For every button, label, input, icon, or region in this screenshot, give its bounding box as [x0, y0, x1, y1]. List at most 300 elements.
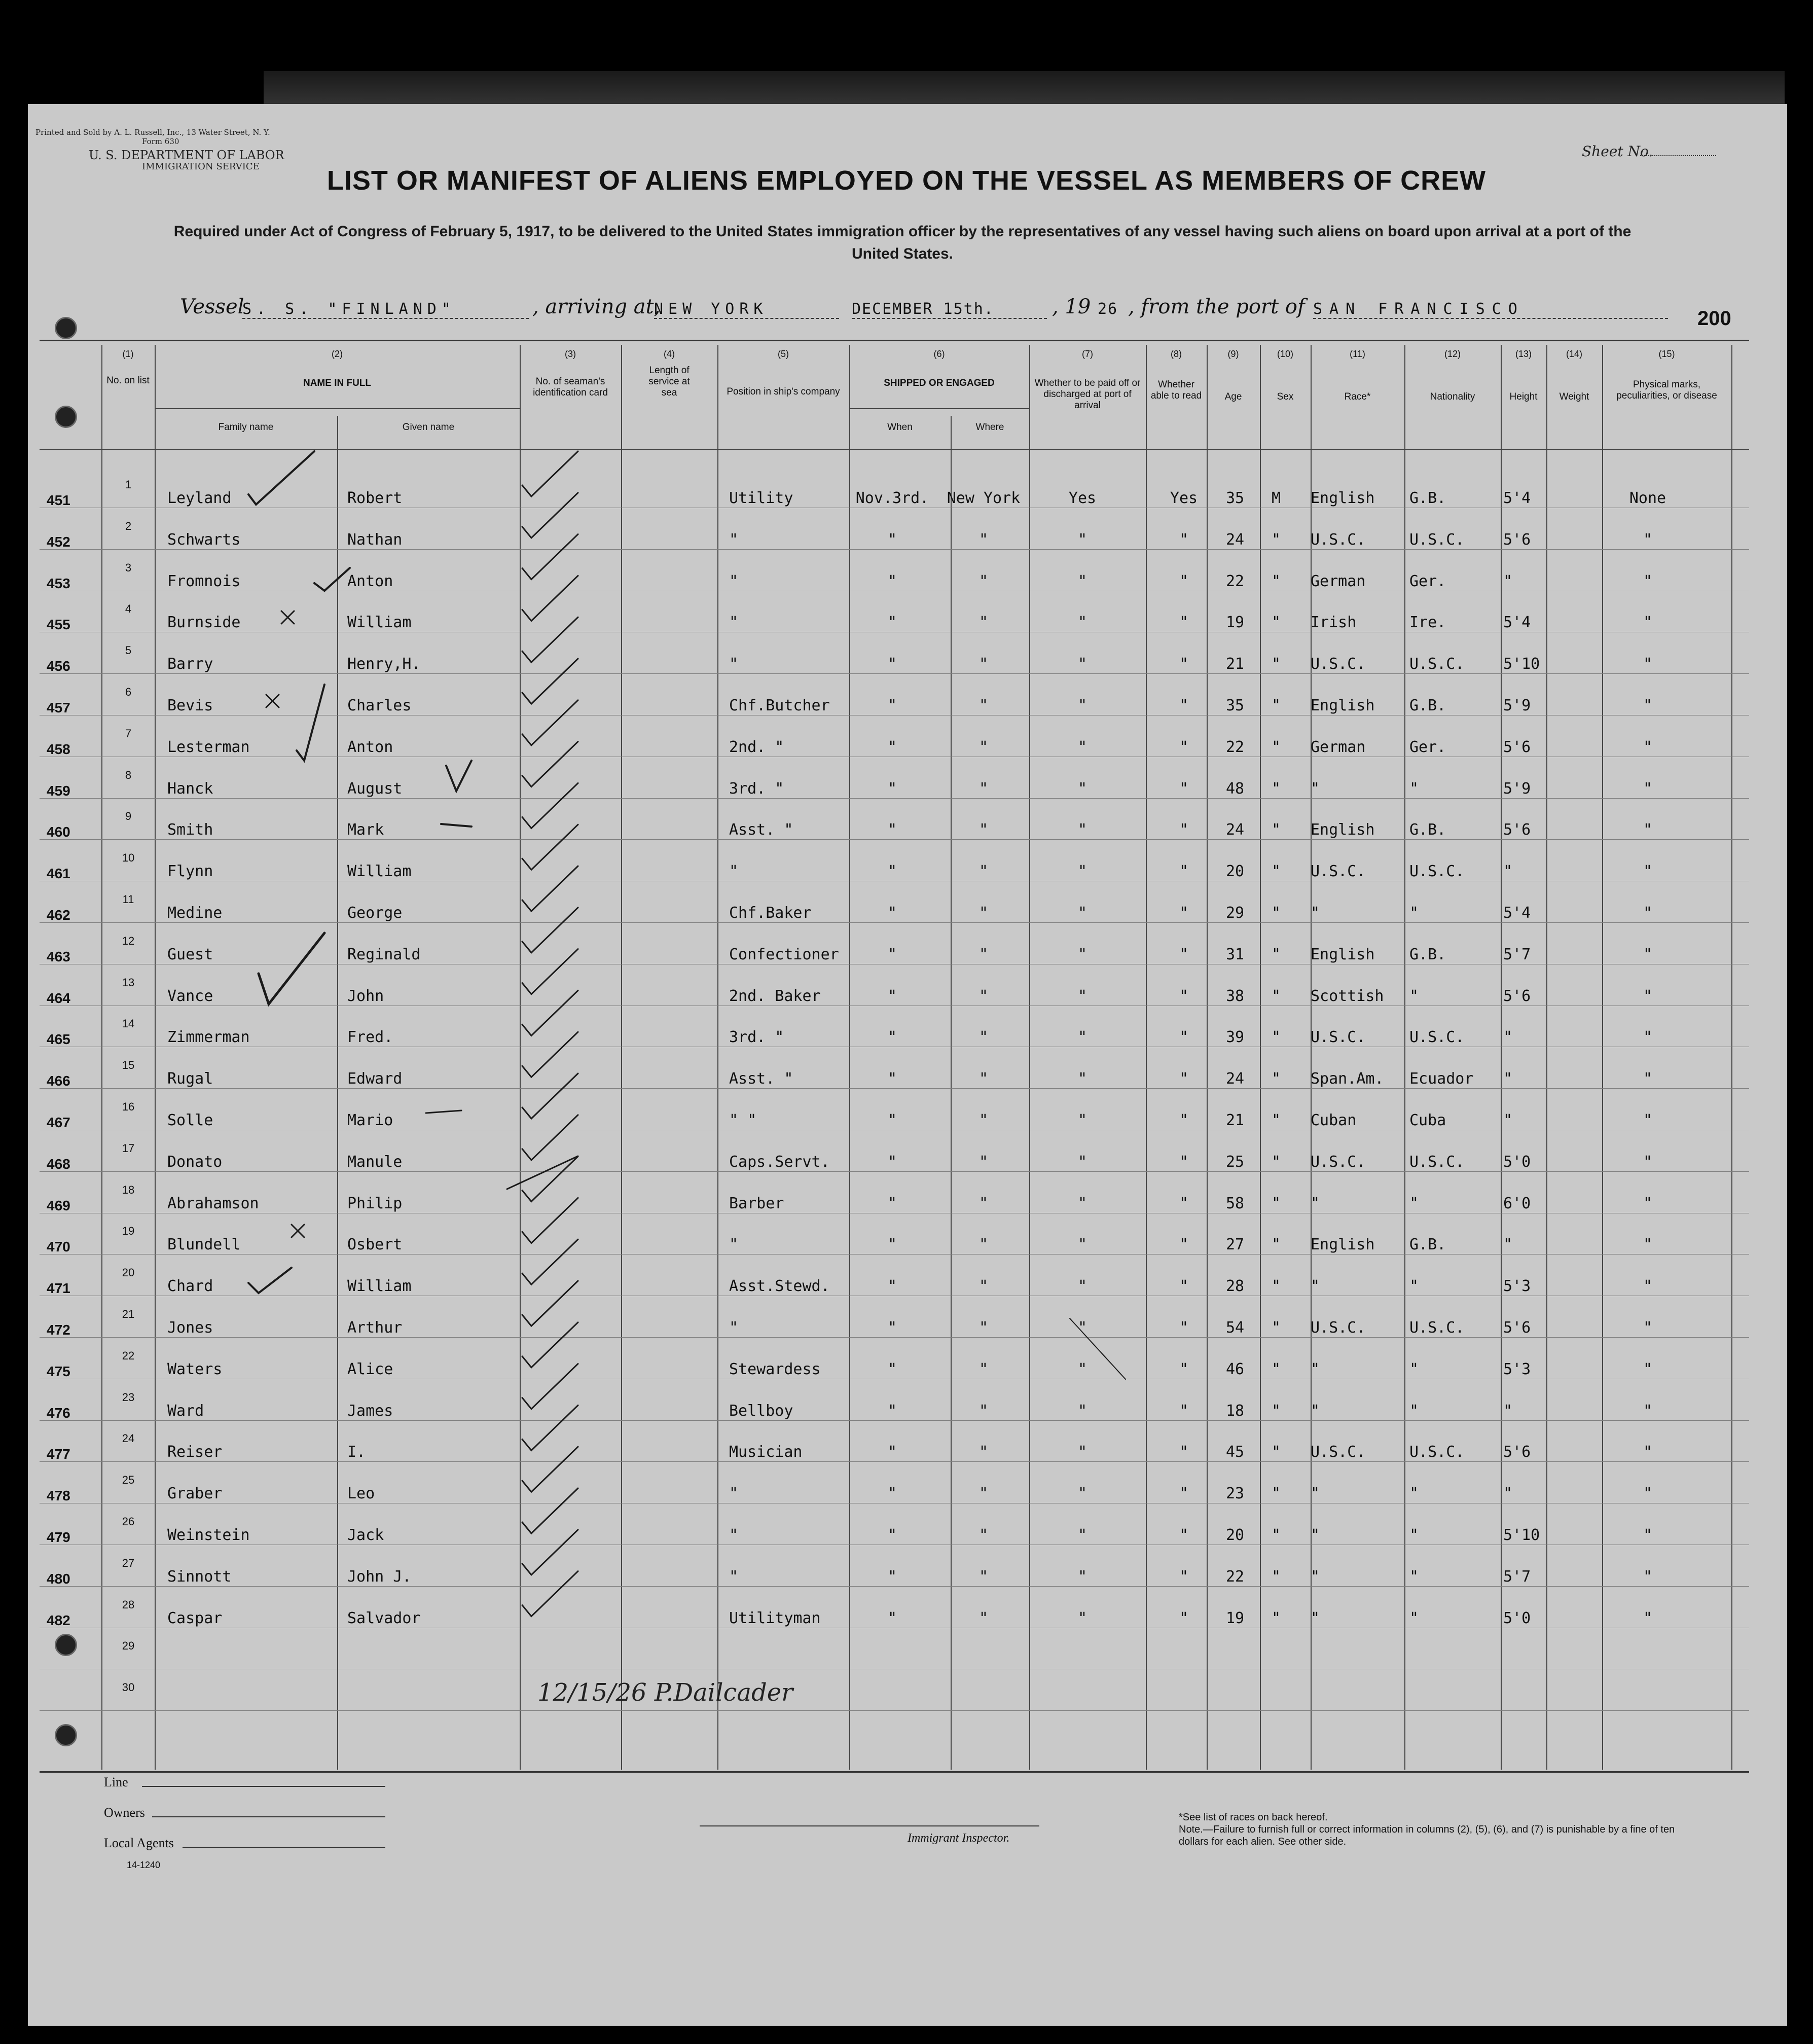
given-name-cell: John	[347, 987, 384, 1005]
sex-cell: "	[1272, 779, 1281, 798]
inspector-signature-line	[700, 1825, 1039, 1826]
shipped-when-cell: "	[887, 1360, 897, 1378]
given-name-cell: William	[347, 863, 412, 881]
margin-number: 463	[47, 948, 70, 964]
able-to-read-cell: "	[1179, 1485, 1189, 1503]
race-cell: U.S.C.	[1311, 655, 1366, 673]
col6b-header: Where	[975, 422, 1004, 433]
physical-marks-cell: "	[1643, 1567, 1653, 1586]
id-card-checkmark-icon	[522, 451, 578, 496]
able-to-read-cell: "	[1179, 1443, 1189, 1461]
position-cell: Utility	[729, 489, 793, 507]
vessel-name: S. S. "FINLAND"	[242, 300, 529, 319]
id-card-checkmark-icon	[522, 1115, 578, 1160]
row-number: 17	[122, 1141, 135, 1155]
paid-off-cell: "	[1077, 1360, 1087, 1378]
shipped-when-cell: "	[887, 1111, 897, 1129]
paid-off-cell: "	[1077, 1194, 1087, 1212]
family-name-cell: Caspar	[167, 1609, 223, 1627]
margin-number: 469	[47, 1197, 70, 1213]
race-cell: Scottish	[1311, 987, 1384, 1005]
paid-off-cell: "	[1077, 1485, 1087, 1503]
shipped-where-cell: "	[978, 1028, 989, 1047]
id-card-checkmark-icon	[522, 659, 578, 704]
col15-header: Physical marks, peculiarities, or disease	[1616, 379, 1717, 401]
age-cell: 21	[1226, 1111, 1245, 1129]
height-cell: 5'6	[1503, 738, 1531, 756]
row-number: 29	[122, 1639, 135, 1653]
name-cross-icon	[281, 611, 294, 624]
shipped-where-cell: "	[978, 1319, 989, 1337]
id-card-checkmark-icon	[522, 824, 578, 870]
age-cell: 20	[1226, 1526, 1245, 1544]
shipped-where-cell: New York	[947, 489, 1021, 507]
position-cell: Musician	[729, 1443, 803, 1461]
sex-cell: "	[1272, 1028, 1281, 1047]
given-name-cell: Fred.	[347, 1028, 393, 1047]
row-number: 9	[125, 810, 132, 823]
able-to-read-cell: "	[1179, 1070, 1189, 1088]
height-cell: 5'6	[1503, 1319, 1531, 1337]
col10-header: Sex	[1277, 391, 1294, 402]
col6-header: SHIPPED OR ENGAGED	[884, 378, 995, 388]
name-checkmark-icon	[441, 761, 472, 827]
margin-number: 457	[47, 700, 70, 715]
shipped-where-cell: "	[978, 1277, 989, 1296]
row-number: 4	[125, 602, 132, 616]
arrival-date: DECEMBER 15th.	[852, 300, 1047, 319]
row-number: 16	[122, 1100, 135, 1113]
given-name-cell: Robert	[347, 489, 403, 507]
sex-cell: "	[1272, 655, 1281, 673]
line-label: Line	[104, 1775, 128, 1789]
physical-marks-cell: "	[1643, 1609, 1653, 1627]
able-to-read-cell: "	[1179, 1277, 1189, 1296]
col6a-header: When	[887, 422, 913, 433]
family-name-cell: Solle	[167, 1111, 213, 1129]
nationality-cell: U.S.C.	[1409, 863, 1465, 881]
able-to-read-cell: "	[1179, 1319, 1189, 1337]
age-cell: 21	[1226, 655, 1245, 673]
name-cross-icon	[292, 1225, 304, 1237]
nationality-cell: "	[1409, 1609, 1419, 1627]
position-cell: Chf.Butcher	[729, 697, 830, 714]
col4-number: (4)	[664, 349, 675, 359]
nationality-cell: Ger.	[1409, 738, 1446, 756]
given-name-cell: Jack	[347, 1526, 384, 1544]
id-card-checkmark-icon	[522, 866, 578, 911]
shipped-when-cell: "	[887, 1277, 897, 1296]
family-name-cell: Lesterman	[167, 738, 250, 756]
physical-marks-cell: "	[1643, 1111, 1653, 1129]
race-cell: "	[1311, 1277, 1320, 1296]
able-to-read-cell: "	[1179, 738, 1189, 756]
id-card-checkmark-icon	[522, 1405, 578, 1450]
sex-cell: "	[1272, 1567, 1281, 1586]
physical-marks-cell: "	[1643, 1526, 1653, 1544]
height-cell: 5'10	[1503, 655, 1540, 673]
row-number: 22	[122, 1349, 135, 1362]
shipped-where-cell: "	[978, 1609, 989, 1627]
margin-number: 465	[47, 1031, 70, 1048]
given-name-cell: Reginald	[347, 945, 421, 963]
service-name: IMMIGRATION SERVICE	[142, 161, 260, 172]
nationality-cell: "	[1409, 987, 1419, 1005]
given-name-cell: Arthur	[347, 1319, 403, 1337]
height-cell: "	[1503, 863, 1513, 881]
age-cell: 23	[1226, 1485, 1245, 1503]
sex-cell: "	[1272, 1609, 1281, 1627]
row-number: 13	[122, 976, 135, 989]
year-value: 26	[1098, 300, 1118, 318]
physical-marks-cell: "	[1643, 863, 1653, 881]
able-to-read-cell: "	[1179, 697, 1189, 714]
able-to-read-cell: "	[1179, 1194, 1189, 1212]
height-cell: 6'0	[1503, 1194, 1531, 1212]
margin-number: 477	[47, 1446, 70, 1462]
penalty-note: Note.—Failure to furnish full or correct information in columns (2), (5), (6), and (7) is punishable by a fine of ten dollars for each alien. See other side.	[1179, 1824, 1675, 1847]
shipped-where-cell: "	[978, 530, 989, 549]
physical-marks-cell: "	[1643, 1028, 1653, 1047]
sex-cell: "	[1272, 1236, 1281, 1254]
shipped-when-cell: "	[887, 1028, 897, 1047]
height-cell: 5'3	[1503, 1277, 1531, 1296]
physical-marks-cell: None	[1629, 489, 1666, 507]
margin-number: 479	[47, 1529, 70, 1545]
shipped-where-cell: "	[978, 1236, 989, 1254]
margin-number: 471	[47, 1280, 70, 1297]
nationality-cell: "	[1409, 1526, 1419, 1544]
line-field	[142, 1786, 385, 1787]
given-name-cell: William	[347, 614, 412, 632]
id-card-checkmark-icon	[522, 1364, 578, 1409]
height-cell: 5'6	[1503, 1443, 1531, 1461]
race-cell: "	[1311, 1402, 1320, 1420]
margin-number: 461	[47, 866, 70, 882]
age-cell: 46	[1226, 1360, 1245, 1378]
nationality-cell: G.B.	[1409, 1236, 1446, 1254]
position-cell: " "	[729, 1111, 757, 1129]
given-name-cell: James	[347, 1402, 393, 1420]
race-cell: "	[1311, 779, 1320, 798]
from-port-label: , from the port of	[1128, 295, 1305, 318]
race-cell: German	[1311, 572, 1366, 590]
page-number: 200	[1697, 307, 1731, 330]
margin-number: 472	[47, 1322, 70, 1338]
margin-number: 478	[47, 1488, 70, 1504]
family-name-cell: Vance	[167, 987, 213, 1005]
able-to-read-cell: "	[1179, 530, 1189, 549]
family-name-cell: Donato	[167, 1153, 223, 1171]
height-cell: "	[1503, 1485, 1513, 1503]
vessel-label: Vessel	[180, 295, 244, 318]
age-cell: 29	[1226, 904, 1245, 922]
able-to-read-cell: "	[1179, 821, 1189, 839]
row-number: 11	[122, 893, 134, 906]
position-cell: Utilityman	[729, 1609, 821, 1627]
physical-marks-cell: "	[1643, 1236, 1653, 1254]
row-number: 5	[125, 644, 132, 657]
shipped-where-cell: "	[978, 1443, 989, 1461]
height-cell: "	[1503, 1070, 1513, 1088]
page-subtitle: Required under Act of Congress of February 5, 1917, to be delivered to the United States immigration officer by the representatives of any vessel having such aliens on board upon arrival at a port of the United States.	[173, 223, 1631, 262]
sex-cell: "	[1272, 945, 1281, 963]
paid-off-cell: "	[1077, 572, 1087, 590]
id-card-checkmark-icon	[522, 1281, 578, 1326]
family-name-cell: Sinnott	[167, 1567, 232, 1586]
id-card-checkmark-icon	[522, 493, 578, 538]
sex-cell: "	[1272, 1526, 1281, 1544]
col12-number: (12)	[1444, 349, 1461, 359]
margin-number: 456	[47, 658, 70, 674]
shipped-when-cell: "	[887, 863, 897, 881]
id-card-checkmark-icon	[522, 1322, 578, 1368]
age-cell: 22	[1226, 572, 1245, 590]
height-cell: 5'0	[1503, 1153, 1531, 1171]
row-number: 21	[122, 1308, 135, 1320]
sex-cell: "	[1272, 530, 1281, 549]
row-number: 23	[122, 1390, 135, 1404]
nationality-cell: "	[1409, 1277, 1419, 1296]
able-to-read-cell: "	[1179, 987, 1189, 1005]
id-card-checkmark-icon	[522, 1032, 578, 1077]
col9-header: Age	[1224, 391, 1242, 402]
shipped-when-cell: "	[887, 1319, 897, 1337]
physical-marks-cell: "	[1643, 1485, 1653, 1503]
family-name-cell: Medine	[167, 904, 223, 922]
race-cell: "	[1311, 1485, 1320, 1503]
col3-header: No. of seaman's identification card	[533, 376, 608, 398]
paid-off-cell: "	[1077, 904, 1087, 922]
physical-marks-cell: "	[1643, 655, 1653, 673]
shipped-when-cell: "	[887, 1070, 897, 1088]
paid-off-cell: "	[1077, 655, 1087, 673]
age-cell: 48	[1226, 779, 1245, 798]
race-cell: Cuban	[1311, 1111, 1357, 1129]
year-label: , 19	[1052, 295, 1091, 318]
race-cell: U.S.C.	[1311, 1319, 1366, 1337]
paid-off-cell: "	[1077, 738, 1087, 756]
shipped-where-cell: "	[978, 945, 989, 963]
given-name-cell: William	[347, 1277, 412, 1296]
paid-off-cell: "	[1077, 1443, 1087, 1461]
race-cell: U.S.C.	[1311, 1443, 1366, 1461]
age-cell: 35	[1226, 489, 1245, 507]
paid-off-cell: "	[1077, 1153, 1087, 1171]
shipped-when-cell: "	[887, 1443, 897, 1461]
nationality-cell: U.S.C.	[1409, 655, 1465, 673]
physical-marks-cell: "	[1643, 1070, 1653, 1088]
sex-cell: "	[1272, 1319, 1281, 1337]
position-cell: Asst. "	[729, 821, 793, 839]
race-cell: Span.Am.	[1311, 1070, 1384, 1088]
id-card-checkmark-icon	[522, 742, 578, 787]
nationality-cell: Ecuador	[1409, 1070, 1474, 1088]
row-number: 12	[122, 934, 135, 947]
nationality-cell: Ire.	[1409, 614, 1446, 632]
family-name-cell: Zimmerman	[167, 1028, 250, 1047]
given-name-cell: Charles	[347, 697, 412, 714]
race-cell: English	[1311, 821, 1375, 839]
able-to-read-cell: "	[1179, 614, 1189, 632]
id-card-checkmark-icon	[522, 1157, 578, 1202]
position-cell: Caps.Servt.	[729, 1153, 830, 1171]
paid-off-cell: "	[1077, 697, 1087, 714]
family-name-cell: Ward	[167, 1402, 204, 1420]
race-cell: "	[1311, 1526, 1320, 1544]
nationality-cell: "	[1409, 1194, 1419, 1212]
col11-number: (11)	[1350, 349, 1365, 359]
given-name-cell: I.	[347, 1443, 366, 1461]
age-cell: 24	[1226, 530, 1245, 549]
shipped-where-cell: "	[978, 1526, 989, 1544]
physical-marks-cell: "	[1643, 1277, 1653, 1296]
able-to-read-cell: "	[1179, 1153, 1189, 1171]
physical-marks-cell: "	[1643, 1319, 1653, 1337]
sex-cell: "	[1272, 1485, 1281, 1503]
position-cell: "	[729, 655, 739, 673]
family-name-cell: Leyland	[167, 489, 232, 507]
given-name-cell: Salvador	[347, 1609, 421, 1627]
row-number: 26	[122, 1515, 135, 1528]
from-port: SAN FRANCISCO	[1313, 300, 1668, 319]
physical-marks-cell: "	[1643, 697, 1653, 714]
race-cell: "	[1311, 1194, 1320, 1212]
row-number: 30	[122, 1681, 135, 1694]
shipped-where-cell: "	[978, 1153, 989, 1171]
race-cell: U.S.C.	[1311, 1153, 1366, 1171]
position-cell: Stewardess	[729, 1360, 821, 1378]
physical-marks-cell: "	[1643, 945, 1653, 963]
sex-cell: "	[1272, 614, 1281, 632]
shipped-where-cell: "	[978, 1485, 989, 1503]
col10-number: (10)	[1277, 349, 1293, 359]
height-cell: 5'9	[1503, 779, 1531, 798]
shipped-when-cell: "	[887, 779, 897, 798]
paid-off-cell: "	[1077, 1236, 1087, 1254]
height-cell: 5'6	[1503, 530, 1531, 549]
name-checkmark-icon	[248, 451, 314, 505]
given-name-cell: Henry,H.	[347, 655, 421, 673]
sex-cell: "	[1272, 572, 1281, 590]
paid-off-cell: "	[1077, 1111, 1087, 1129]
age-cell: 58	[1226, 1194, 1245, 1212]
name-cross-icon	[266, 695, 279, 707]
height-cell: "	[1503, 1236, 1513, 1254]
col1-number: (1)	[122, 349, 134, 359]
row-number: 2	[125, 519, 132, 532]
paid-off-cell: "	[1077, 1277, 1087, 1296]
given-name-cell: Anton	[347, 572, 393, 590]
name-checkmark-icon	[259, 933, 324, 1004]
margin-number: 476	[47, 1405, 70, 1421]
row-number: 6	[125, 686, 132, 698]
sex-cell: "	[1272, 1443, 1281, 1461]
sex-cell: "	[1272, 904, 1281, 922]
family-name-cell: Flynn	[167, 863, 213, 881]
row-number: 10	[122, 851, 135, 865]
shipped-where-cell: "	[978, 1070, 989, 1088]
col9-number: (9)	[1227, 349, 1239, 359]
able-to-read-cell: "	[1179, 1567, 1189, 1586]
paid-off-cell: "	[1077, 1609, 1087, 1627]
position-cell: Barber	[729, 1194, 784, 1212]
col3-number: (3)	[565, 349, 576, 359]
nationality-cell: G.B.	[1409, 697, 1446, 714]
able-to-read-cell: "	[1179, 655, 1189, 673]
nationality-cell: "	[1409, 1567, 1419, 1586]
shipped-where-cell: "	[978, 1111, 989, 1129]
given-name-cell: Osbert	[347, 1236, 403, 1254]
height-cell: 5'4	[1503, 489, 1531, 507]
paid-off-cell: "	[1077, 1402, 1087, 1420]
position-cell: Confectioner	[729, 945, 839, 963]
race-cell: Irish	[1311, 614, 1357, 632]
position-cell: 2nd. "	[729, 738, 784, 756]
able-to-read-cell: "	[1179, 1360, 1189, 1378]
shipped-when-cell: "	[887, 1567, 897, 1586]
physical-marks-cell: "	[1643, 572, 1653, 590]
shipped-where-cell: "	[978, 904, 989, 922]
row-number: 18	[122, 1183, 135, 1196]
given-name-cell: Anton	[347, 738, 393, 756]
position-cell: Chf.Baker	[729, 904, 812, 922]
paid-off-cell: "	[1077, 1028, 1087, 1047]
nationality-cell: Ger.	[1409, 572, 1446, 590]
col2b-header: Given name	[402, 422, 455, 433]
position-cell: "	[729, 863, 739, 881]
margin-number: 480	[47, 1570, 70, 1587]
id-card-checkmark-icon	[522, 1530, 578, 1575]
height-cell: 5'10	[1503, 1526, 1540, 1544]
family-name-cell: Blundell	[167, 1236, 241, 1254]
able-to-read-cell: "	[1179, 572, 1189, 590]
given-name-cell: Alice	[347, 1360, 393, 1378]
col7-header: Whether to be paid off or discharged at port of arrival	[1034, 378, 1141, 411]
name-checkmark-icon	[314, 568, 350, 591]
col7-number: (7)	[1082, 349, 1093, 359]
height-cell: "	[1503, 1402, 1513, 1420]
position-cell: Asst. "	[729, 1070, 793, 1088]
position-cell: 2nd. Baker	[729, 987, 821, 1005]
shipped-when-cell: "	[887, 945, 897, 963]
able-to-read-cell: "	[1179, 1028, 1189, 1047]
family-name-cell: Barry	[167, 655, 213, 673]
sex-cell: "	[1272, 987, 1281, 1005]
row-number: 20	[122, 1266, 135, 1279]
given-name-cell: Nathan	[347, 530, 403, 549]
physical-marks-cell: "	[1643, 1153, 1653, 1171]
nationality-cell: "	[1409, 1402, 1419, 1420]
age-cell: 28	[1226, 1277, 1245, 1296]
row-number: 14	[122, 1017, 135, 1030]
race-cell: "	[1311, 1567, 1320, 1586]
height-cell: "	[1503, 1028, 1513, 1047]
height-cell: 5'4	[1503, 614, 1531, 632]
age-cell: 35	[1226, 697, 1245, 714]
row-number: 25	[122, 1474, 135, 1487]
col11-header: Race*	[1344, 391, 1371, 402]
row-number: 7	[125, 727, 132, 740]
shipped-where-cell: "	[978, 1402, 989, 1420]
margin-number: 460	[47, 824, 70, 840]
id-card-checkmark-icon	[522, 700, 578, 745]
col13-header: Height	[1509, 391, 1538, 402]
tick-stroke-icon	[1070, 1318, 1126, 1379]
margin-number: 467	[47, 1115, 70, 1130]
col2-number: (2)	[332, 349, 343, 359]
family-name-cell: Hanck	[167, 779, 213, 798]
